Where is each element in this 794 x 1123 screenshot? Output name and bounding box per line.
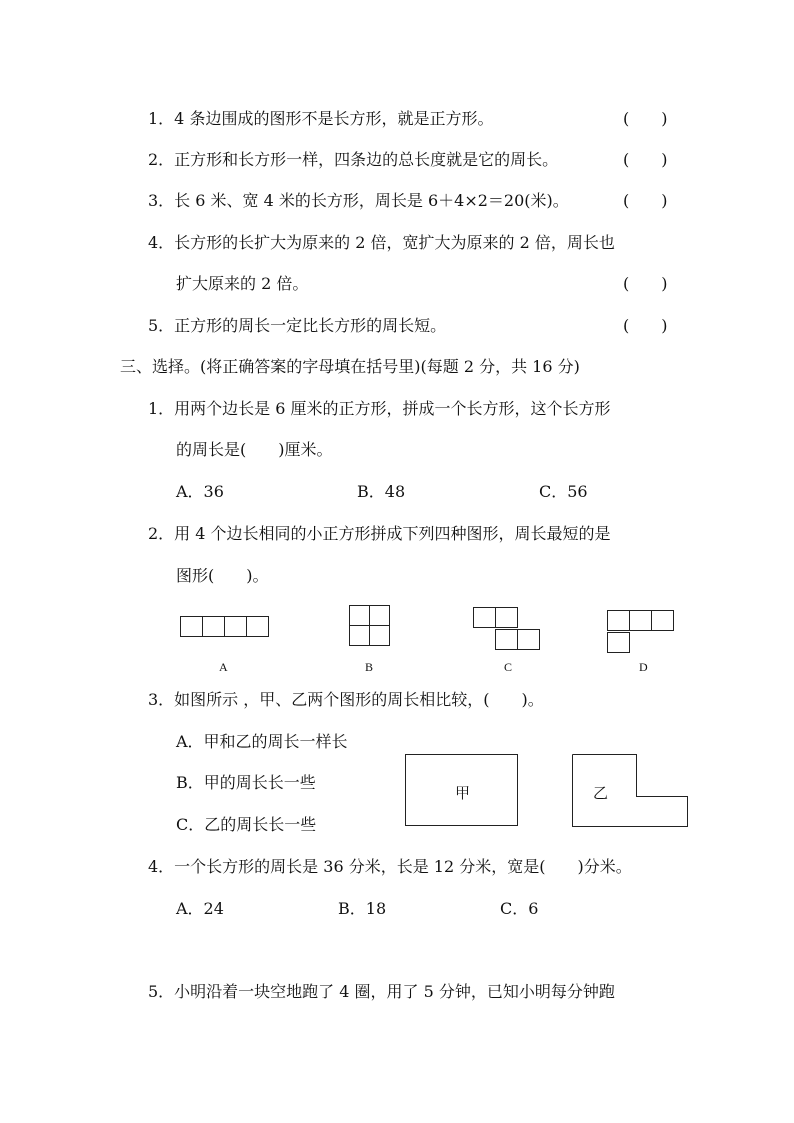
q4-option-a[interactable]: A．24 (176, 899, 224, 918)
answer-paren-1[interactable]: ( ) (623, 109, 668, 128)
judge-item-4: 4．长方形的长扩大为原来的 2 倍，宽扩大为原来的 2 倍，周长也 (148, 233, 615, 252)
q3-option-a[interactable]: A．甲和乙的周长一样长 (176, 732, 348, 751)
section-title: 三、选择。(将正确答案的字母填在括号里)(每题 2 分，共 16 分) (120, 357, 580, 376)
q2-stem: 2．用 4 个边长相同的小正方形拼成下列四种图形，周长最短的是 (148, 524, 611, 543)
answer-paren-5[interactable]: ( ) (623, 316, 668, 335)
figure-d-label: D (639, 660, 648, 674)
q1-stem-cont: 的周长是( )厘米。 (176, 440, 333, 459)
answer-paren-3[interactable]: ( ) (623, 191, 668, 210)
q3-option-b[interactable]: B．甲的周长长一些 (176, 773, 316, 792)
judge-item-3: 3．长 6 米、宽 4 米的长方形，周长是 6＋4×2＝20(米)。 (148, 191, 569, 210)
q1-option-a[interactable]: A．36 (176, 482, 224, 501)
judge-item-5: 5．正方形的周长一定比长方形的周长短。 (148, 316, 447, 335)
figure-b-label: B (365, 660, 374, 674)
q1-stem: 1．用两个边长是 6 厘米的正方形，拼成一个长方形，这个长方形 (148, 399, 611, 418)
q4-stem: 4．一个长方形的周长是 36 分米，长是 12 分米，宽是( )分米。 (148, 857, 632, 876)
figure-c-label: C (504, 660, 513, 674)
answer-paren-2[interactable]: ( ) (623, 150, 668, 169)
shape-jia-label: 甲 (455, 784, 471, 802)
q3-option-c[interactable]: C．乙的周长长一些 (176, 815, 317, 834)
q1-option-b[interactable]: B．48 (357, 482, 406, 501)
q4-option-c[interactable]: C．6 (500, 899, 539, 918)
q2-stem-cont: 图形( )。 (176, 566, 269, 585)
answer-paren-4[interactable]: ( ) (623, 274, 668, 293)
judge-item-1: 1．4 条边围成的图形不是长方形，就是正方形。 (148, 109, 494, 128)
q5-stem: 5．小明沿着一块空地跑了 4 圈，用了 5 分钟，已知小明每分钟跑 (148, 982, 615, 1001)
q3-stem: 3．如图所示 ，甲、乙两个图形的周长相比较，( )。 (148, 690, 544, 709)
q1-option-c[interactable]: C．56 (539, 482, 588, 501)
judge-item-2: 2．正方形和长方形一样，四条边的总长度就是它的周长。 (148, 150, 559, 169)
shape-yi-label: 乙 (593, 784, 609, 802)
judge-item-4-cont: 扩大原来的 2 倍。 (176, 274, 309, 293)
q4-option-b[interactable]: B．18 (338, 899, 387, 918)
shape-yi (572, 754, 689, 828)
figure-a-label: A (219, 660, 228, 674)
